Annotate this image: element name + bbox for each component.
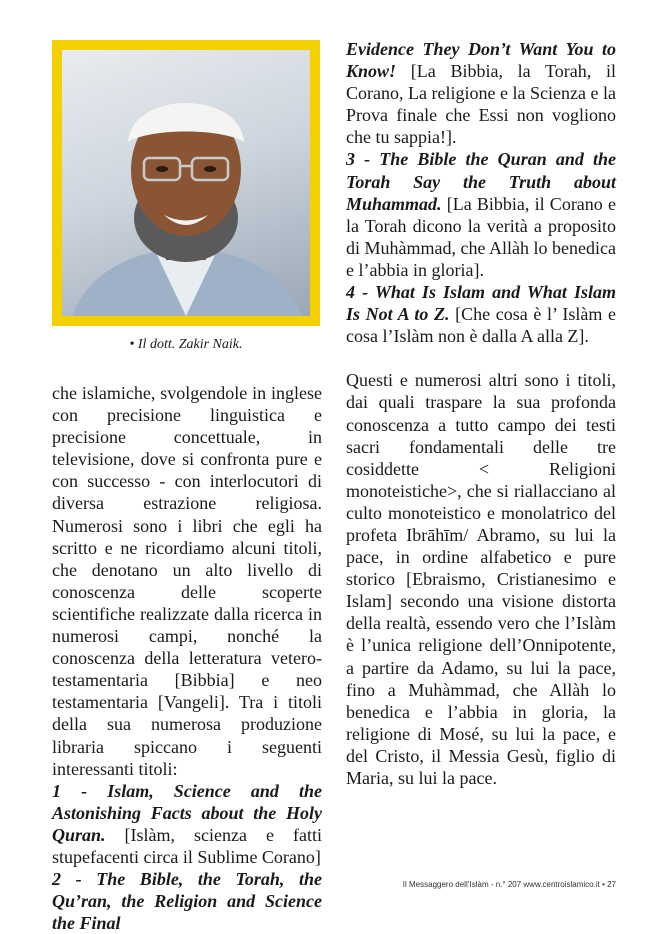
portrait-illustration <box>62 50 310 316</box>
book-title-2-part1: 2 - The Bible, the Torah, the Qu’ran, the Religion and Science the Final <box>52 869 322 934</box>
photo-frame <box>52 40 320 326</box>
book-title-1: 1 - Islam, Science and the Astonishing Facts about the Holy Quran. <box>52 780 322 845</box>
intro-paragraph: che islamiche, svolgendole in inglese con precisione linguistica e precisione concettuale, in televisione, dove si confronta pure e con successo - con interlocutori di diversa estrazione religiosa. Numerosi sono i libri che egli ha scritto e ne ricordiamo alcuni titoli, che denotano un alto livello di conoscenza delle scoperte scientifiche realizzate dalla ricerca in numerosi campi, nonché la conoscenza della letteratura vetero-testamentaria [Bibbia] e neo testamentaria [Vangeli]. Tra i titoli della sua numerosa produzione libraria spiccano i seguenti interessanti titoli: <box>52 383 322 779</box>
book-translation-4: [Che cosa è l’ Islàm e cosa l’Islàm non è dalla A alla Z]. <box>346 304 616 347</box>
book-item-2-end <box>346 38 616 148</box>
book-title-4: 4 - What Is Islam and What Islam Is Not A to Z. <box>346 282 616 325</box>
book-translation-2: [La Bibbia, la Torah, il Corano, La religione e la Scienza e la Prova finale che Essi non vogliono che tu sappia!]. <box>346 61 616 148</box>
book-item-3 <box>346 148 616 281</box>
paragraph-gap <box>346 347 616 369</box>
portrait-photo <box>62 50 310 316</box>
book-translation-3: [La Bibbia, il Corano e la Torah dicono la verità a proposito di Muhàmmad, che Allàh lo benedica e l’abbia in gloria]. <box>346 193 616 280</box>
photo-caption: • Il dott. Zakir Naik. <box>129 337 243 352</box>
page-footer: Il Messaggero dell’Islàm - n.° 207 www.centroislamico.it • 27 <box>402 880 616 889</box>
left-column <box>52 382 322 934</box>
book-item-2-start <box>52 868 322 934</box>
book-item-1 <box>52 780 322 868</box>
book-title-3: 3 - The Bible the Quran and the Torah Say the Truth about Muhammad. <box>346 149 616 214</box>
closing-paragraph: Questi e numerosi altri sono i titoli, dai quali traspare la sua profonda conoscenza a tutto campo dei testi sacri fondamentali delle tre cosiddette < Religioni monoteistiche>, che si riallacciano al culto monoteistico e monolatrico del profeta Ibrāhīm/ Abramo, su lui la pace, in ordine alfabetico e pure storico [Ebraismo, Cristianesimo e Islam] secondo una visione distorta della realtà, essendo vero che l’Islàm è l’unica religione dell’Onnipotente, a partire da Adamo, su lui la pace, fino a Muhàmmad, che Allàh lo benedica e l’abbia in gloria, la religione di Mosé, su lui la pace, e del Cristo, il Messia Gesù, figlio di Maria, su lui la pace. <box>346 370 616 788</box>
book-translation-1: [Islàm, scienza e fatti stupefacenti circa il Sublime Corano] <box>52 824 322 867</box>
book-item-4 <box>346 281 616 347</box>
book-title-2-part2: Evidence They Don’t Want You to Know! <box>346 39 616 82</box>
right-column <box>346 38 616 789</box>
